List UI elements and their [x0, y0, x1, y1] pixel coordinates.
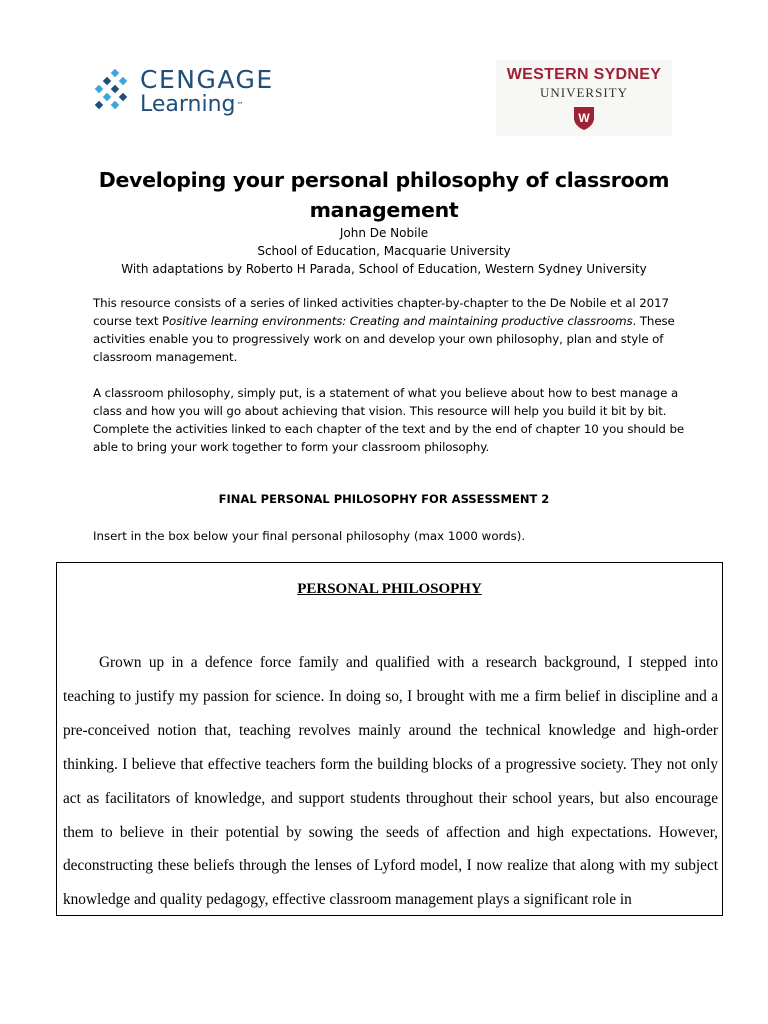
- cengage-learning-wordmark: Learning™: [140, 92, 244, 117]
- course-text-title: ositive learning environments: Creating and maintaining productive classrooms: [169, 314, 633, 328]
- svg-text:W: W: [578, 111, 590, 125]
- adaptation-credit: With adaptations by Roberto H Parada, School of Education, Western Sydney University: [121, 262, 647, 276]
- western-sydney-university-logo: [496, 60, 672, 136]
- cengage-wordmark: CENGAGE: [140, 65, 274, 94]
- wsu-name: WESTERN SYDNEY: [506, 66, 662, 83]
- cengage-mark-icon: [90, 68, 134, 118]
- byline: [60, 224, 708, 278]
- definition-paragraph: A classroom philosophy, simply put, is a statement of what you believe about how to best manage a class and how you will go about achieving that vision. This resource will help you build it bit by bit. Complete the activities linked to each chapter of the text and by the end of chapter 10 you should be able to bring your work together to form your classroom philosophy.: [93, 386, 685, 454]
- cengage-learning-logo: [90, 66, 290, 126]
- instruction-text: Insert in the box below your final personal philosophy (max 1000 words).: [93, 529, 526, 543]
- wsu-university-label: UNIVERSITY: [540, 85, 628, 100]
- section-heading: FINAL PERSONAL PHILOSOPHY FOR ASSESSMENT 2: [218, 492, 550, 506]
- answer-box[interactable]: [56, 562, 723, 916]
- document-title: Developing your personal philosophy of classroom management: [98, 168, 670, 222]
- author-name: John De Nobile: [339, 226, 429, 240]
- wsu-shield-icon: [572, 105, 596, 131]
- personal-philosophy-text: Grown up in a defence force family and qualified with a research background, I stepped into teaching to justify my passion for science. In doing so, I brought with me a firm belief in discipline and a pre-conceived notion that, teaching revolves mainly around the technical knowledge and high-order thinking. I believe that effective teachers form the building blocks of a progressive society. They not only act as facilitators of knowledge, and support students throughout their school years, but also encourage them to believe in their potential by sowing the seeds of affection and high expectations. However, deconstructing these beliefs through the lenses of Lyford model, I now realize that along with my subject knowledge and quality pedagogy, effective classroom management plays a significant role in: [63, 654, 718, 909]
- author-affiliation: School of Education, Macquarie University: [257, 244, 511, 258]
- intro-paragraph: This resource consists of a series of linked activities chapter-by-chapter to the De Nobile et al 2017 course text Positive learning environments: Creating and maintaining productive classrooms. These activities enable you to progressively work on and develop your own philosophy, plan and style of classroom management.: [93, 296, 675, 364]
- answer-box-title: PERSONAL PHILOSOPHY: [297, 581, 482, 597]
